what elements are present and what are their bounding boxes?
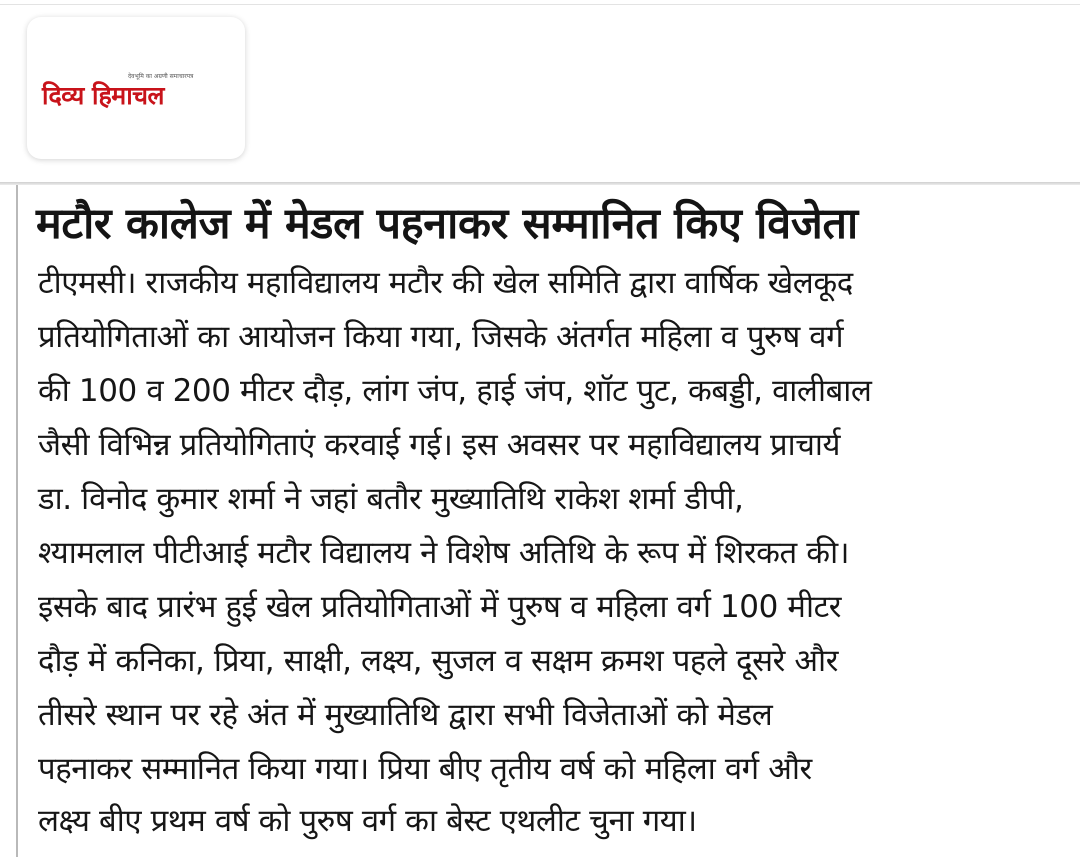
article-line: दौड़ में कनिका, प्रिया, साक्षी, लक्ष्य, सुजल व सक्षम क्रमश पहले दूसरे और xyxy=(38,643,838,679)
logo-tagline: देवभूमि का अग्रणी समाचारपत्र xyxy=(128,73,194,80)
article-line: तीसरे स्थान पर रहे अंत में मुख्यातिथि द्वारा सभी विजेताओं को मेडल xyxy=(38,697,773,733)
article-line: डा. विनोद कुमार शर्मा ने जहां बतौर मुख्यातिथि राकेश शर्मा डीपी, xyxy=(38,481,744,517)
header-divider xyxy=(0,182,1080,185)
article-line: जैसी विभिन्न प्रतियोगिताएं करवाई गई। इस अवसर पर महाविद्यालय प्राचार्य xyxy=(38,427,841,463)
top-border xyxy=(0,4,1080,5)
article-line: टीएमसी। राजकीय महाविद्यालय मटौर की खेल समिति द्वारा वार्षिक खेलकूद xyxy=(38,265,853,301)
article-line: श्यामलाल पीटीआई मटौर विद्यालय ने विशेष अतिथि के रूप में शिरकत की। xyxy=(38,535,850,571)
publication-logo: दिव्य हिमाचल xyxy=(42,81,165,110)
article-line: इसके बाद प्रारंभ हुई खेल प्रतियोगिताओं में पुरुष व महिला वर्ग 100 मीटर xyxy=(38,589,842,625)
article-line: प्रतियोगिताओं का आयोजन किया गया, जिसके अंतर्गत महिला व पुरुष वर्ग xyxy=(38,319,844,355)
article-line: लक्ष्य बीए प्रथम वर्ष को पुरुष वर्ग का बेस्ट एथलीट चुना गया। xyxy=(38,803,697,839)
article-line: पहनाकर सम्मानित किया गया। प्रिया बीए तृतीय वर्ष को महिला वर्ग और xyxy=(38,751,812,787)
article-line: की 100 व 200 मीटर दौड़, लांग जंप, हाई जंप, शॉट पुट, कबड्डी, वालीबाल xyxy=(38,373,872,409)
article-headline: मटौर कालेज में मेडल पहनाकर सम्मानित किए विजेता xyxy=(36,199,858,249)
clipping-edge xyxy=(16,185,18,857)
